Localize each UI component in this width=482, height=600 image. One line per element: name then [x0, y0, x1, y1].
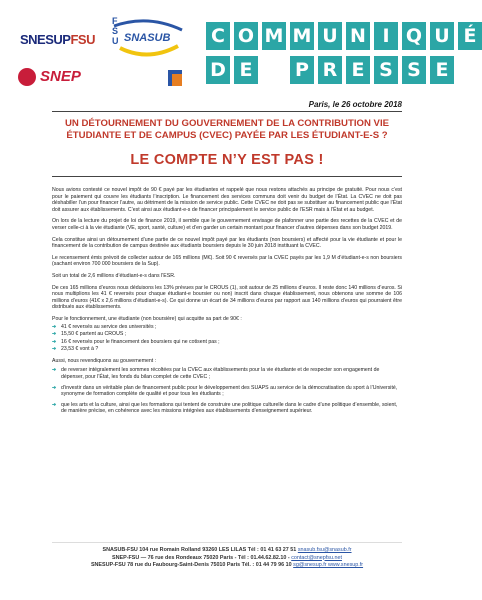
snasub-letter: U — [112, 36, 119, 46]
snep-logo — [18, 64, 88, 90]
paragraph: Le recensement émis prévoit de collecter autour de 165 millions (M€). Soit 90 € reversés par la CVEC payés par les 1,9 M d’étudiant-e-s non boursiers (sachant environ 700 000 boursiers de la Sup). — [52, 254, 402, 268]
snep-logo-text: SNEP — [40, 68, 81, 85]
letter-tile: S — [402, 56, 426, 84]
document-body — [52, 187, 402, 420]
presse-tiles-row — [206, 56, 482, 84]
breakdown-item — [52, 324, 402, 331]
arrow-right-icon: ➔ — [52, 384, 57, 391]
footer-address: SNASUB-FSU 104 rue Romain Rolland 93260 LES LILAS Tél : 01 41 63 27 51 — [102, 547, 297, 553]
letter-tile: R — [318, 56, 342, 84]
arrow-right-icon: ➔ — [52, 323, 57, 330]
letter-tile: C — [206, 22, 230, 50]
paragraph: Soit un total de 2,6 millions d’étudiant-e-s dans l’ESR. — [52, 272, 176, 279]
communique-tiles-row — [206, 22, 482, 50]
contact-footer — [52, 542, 402, 570]
letter-tile: M — [290, 22, 314, 50]
paragraph: On lors de la lecture du projet de loi de finance 2019, il semble que le gouvernement envisage de plafonner une partie des recettes de la CVEC et de verser celle-ci à la vie étudiante (VE, sport, santé, culture) et d’en garder un certain montant pour financer d’autres dépenses dans son budget 2019. — [52, 218, 402, 231]
arrow-right-icon: ➔ — [52, 346, 57, 353]
demand-item — [52, 385, 402, 398]
footer-line-snep — [52, 555, 402, 563]
letter-tile: E — [430, 56, 454, 84]
headline-top-rule — [52, 111, 402, 112]
footer-address: SNEP-FSU — 76 rue des Rondeaux 75020 Paris - Tél : 01.44.62.82.10 - — [112, 554, 290, 561]
headline-bottom-rule — [52, 176, 402, 177]
demand-text: que les arts et la culture, ainsi que les formations qui tentent de construire une politique culturelle dans le cadre d’une politique d’ensemble, soient, de manière précise, en cohérence avec les missions intégrées aux établissements d’enseignement supérieur. — [61, 401, 398, 415]
breakdown-list — [52, 324, 402, 353]
paragraph: De ces 165 millions d’euros nous déduisons les 13% prévues par le CROUS (1), soit autour de 25 millions d’euros. Il reste donc 140 millions d’euros. Si nous multiplions les 41 € reversés pour chaque étudiant-e boursier ou non) inscrit dans chaque établissement, nous obtenons une somme de 106 millions d’euros (41€ x 2,6 millions d’étudiant-e-s). Ce qui donne un écart de 34 millions d’euros par rapport aux 140 millions d’euros qui pourraient être distribués aux établissements. — [52, 284, 402, 311]
snasub-swoosh-icon — [108, 18, 188, 94]
snasub-letter: S — [112, 26, 119, 36]
communique-de-presse-banner — [206, 22, 482, 90]
footer-line-snasub — [52, 547, 402, 555]
arrow-right-icon: ➔ — [52, 401, 57, 408]
demand-item — [52, 367, 402, 380]
snesup-fsu-logo — [20, 32, 95, 47]
arrow-right-icon: ➔ — [52, 367, 57, 374]
letter-tile: E — [346, 56, 370, 84]
arrow-right-icon: ➔ — [52, 331, 57, 338]
letter-tile: E — [234, 56, 258, 84]
letter-tile — [262, 56, 286, 84]
breakdown-text: 16 € reversés pour le financement des boursiers qui ne cotisent pas ; — [61, 338, 220, 345]
snasub-letter: F — [112, 16, 118, 26]
letter-tile: P — [290, 56, 314, 84]
breakdown-item — [52, 331, 402, 338]
paragraph: Pour le fonctionnement, une étudiante (non boursière) qui acquitte sa part de 90€ : — [52, 315, 242, 322]
letter-tile: Q — [402, 22, 426, 50]
breakdown-item — [52, 339, 402, 346]
demands-intro: Aussi, nous revendiquons au gouvernement : — [52, 357, 157, 364]
paragraph: Nous avions contesté ce nouvel impôt de 90 € payé par les étudiantes et rappelé que nous restons attachés au principe de gratuité. Pour nous c’est pour le paiement qui couvre les étudiants l’inscription. Le financement des services communs doit venir du budget de l’État. La CVEC ne doit pas déshabiller l’un pour financer l’autre, au détriment de la mission de service public. Cette CVEC ne doit pas se substituer au financement public que l’État doit assurer aux établissements. C’est ainsi aux étudiant-e-s de financer principalement le service public de l’ESR mais à l’État et au budget. — [52, 187, 402, 213]
demands-list — [52, 367, 402, 415]
paragraph: Cela constitue ainsi un détournement d’une partie de ce nouvel impôt payé par les étudiants (non boursiers) et affecté pour la vie étudiante et pour le financement de la contribution de campus destinée aux étudiants boursiers depuis le 30 juin 2018 instituant la CVEC. — [52, 236, 402, 250]
arrow-right-icon: ➔ — [52, 338, 57, 345]
union-logos — [14, 14, 194, 102]
demand-text: de reverser intégralement les sommes récoltées par la CVEC aux établissements pour la vie étudiante et de respecter son engagement de dépenser, pour l’État, les fonds du bilan complet de cette CVEC ; — [61, 367, 380, 381]
demand-text: d’investir dans un véritable plan de financement public pour le développement des SUAPS au service de la démocratisation du sport à l’Université, synonyme de formation complète de qualité et pour tous les étudiants ; — [61, 384, 398, 398]
letter-tile: N — [346, 22, 370, 50]
fsu-logo-text: FSU — [70, 32, 95, 47]
snep-logo-mark — [18, 68, 36, 86]
letter-tile: D — [206, 56, 230, 84]
fsu-vertical-letters — [112, 16, 119, 46]
footer-email-link[interactable]: sg@snesup.fr www.snesup.fr — [293, 562, 364, 568]
snesup-logo-text: SNESUP — [20, 32, 71, 47]
footer-email-link[interactable]: contact@snepfsu.net — [291, 554, 342, 561]
breakdown-text: 15,50 € partent au CROUS ; — [61, 331, 127, 338]
document-date: Paris, le 26 octobre 2018 — [308, 100, 402, 109]
headline: UN DÉTOURNEMENT DU GOUVERNEMENT DE LA CONTRIBUTION VIE ÉTUDIANTE ET DE CAMPUS (CVEC) PAYÉE PAR LES ÉTUDIANT-E-S ? — [64, 118, 390, 141]
footer-email-link[interactable]: snasub.fsu@snasub.fr — [297, 547, 352, 553]
letter-tile: M — [262, 22, 286, 50]
snasub-logo-text: SNASUB — [124, 32, 171, 44]
letter-tile: U — [318, 22, 342, 50]
letter-tile: U — [430, 22, 454, 50]
breakdown-text: 23,53 € vont à ? — [61, 346, 99, 353]
snasub-fsu-logo — [104, 14, 194, 94]
letter-tile: É — [458, 22, 482, 50]
footer-address: SNESUP-FSU 78 rue du Faubourg-Saint-Denis 75010 Paris Tél. : 01 44 79 96 10 — [90, 562, 292, 568]
letter-tile: I — [374, 22, 398, 50]
demand-item — [52, 402, 402, 415]
footer-line-snesup — [52, 562, 402, 570]
letter-tile: S — [374, 56, 398, 84]
breakdown-item — [52, 346, 402, 353]
letter-tile: O — [234, 22, 258, 50]
breakdown-text: 41 € reversés au service des universités ; — [61, 323, 157, 330]
subheadline: LE COMPTE N’Y EST PAS ! — [130, 152, 324, 168]
